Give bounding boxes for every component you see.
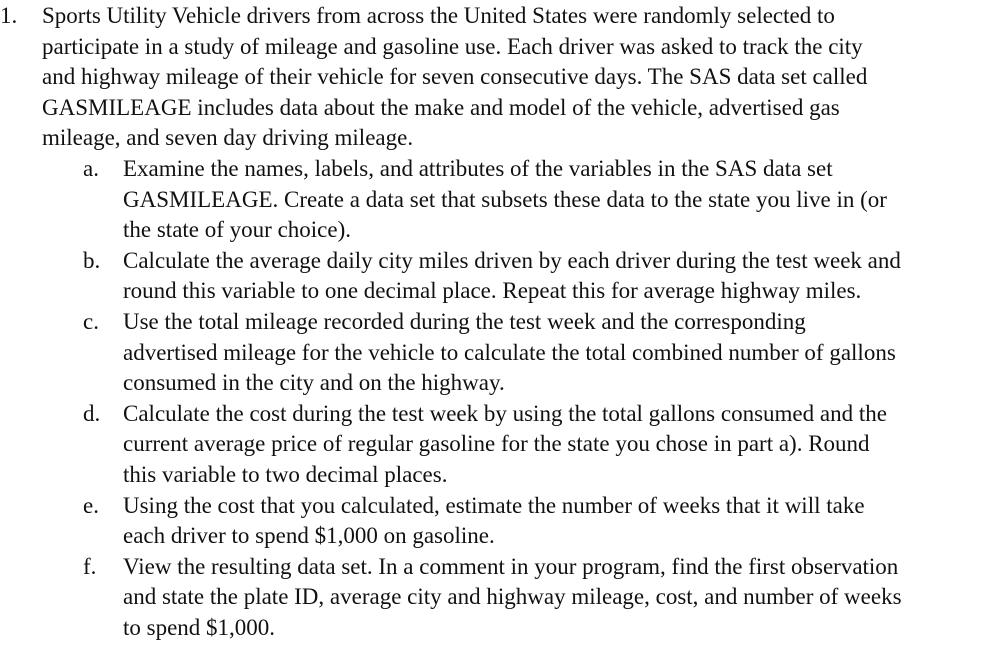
part-letter: f. [83, 553, 97, 579]
part-letter: e. [83, 492, 99, 518]
intro-line: mileage, and seven day driving mileage. [42, 125, 414, 151]
part-line: the state of your choice). [123, 217, 351, 243]
part-e [83, 491, 1000, 552]
part-line: consumed in the city and on the highway. [123, 370, 505, 396]
part-letter: b. [83, 247, 101, 273]
part-line: this variable to two decimal places. [123, 461, 448, 487]
part-line: round this variable to one decimal place. Repeat this for average highway miles. [123, 278, 862, 304]
part-line: View the resulting data set. In a comment in your program, find the first observation [123, 553, 899, 579]
part-line: Calculate the cost during the test week by using the total gallons consumed and the [123, 400, 887, 426]
part-d [83, 399, 1000, 491]
intro-line: participate in a study of mileage and gasoline use. Each driver was asked to track the city [42, 33, 863, 59]
part-letter: c. [83, 308, 99, 334]
part-b [83, 246, 1000, 307]
question-number: 1. [0, 3, 18, 28]
part-line: and state the plate ID, average city and highway mileage, cost, and number of weeks [123, 584, 902, 610]
intro-line: Sports Utility Vehicle drivers from across the United States were randomly selected to [42, 3, 835, 28]
intro-line: GASMILEAGE includes data about the make and model of the vehicle, advertised gas [42, 94, 840, 120]
part-line: GASMILEAGE. Create a data set that subsets these data to the state you live in (or [123, 186, 887, 212]
part-c [83, 307, 1000, 399]
part-line: Calculate the average daily city miles driven by each driver during the test week and [123, 247, 901, 273]
part-f [83, 552, 1000, 644]
intro-line: and highway mileage of their vehicle for seven consecutive days. The SAS data set called [42, 64, 868, 90]
part-a [83, 154, 1000, 246]
part-line: to spend $1,000. [123, 614, 276, 640]
part-line: Use the total mileage recorded during the test week and the corresponding [123, 308, 806, 334]
part-letter: a. [83, 155, 99, 181]
part-line: Using the cost that you calculated, estimate the number of weeks that it will take [123, 492, 865, 518]
question-intro [42, 1, 1000, 154]
part-line: each driver to spend $1,000 on gasoline. [123, 523, 495, 549]
part-letter: d. [83, 400, 101, 426]
part-line: current average price of regular gasoline for the state you chose in part a). Round [123, 431, 870, 457]
part-line: advertised mileage for the vehicle to calculate the total combined number of gallons [123, 339, 896, 365]
part-line: Examine the names, labels, and attributes of the variables in the SAS data set [123, 155, 833, 181]
